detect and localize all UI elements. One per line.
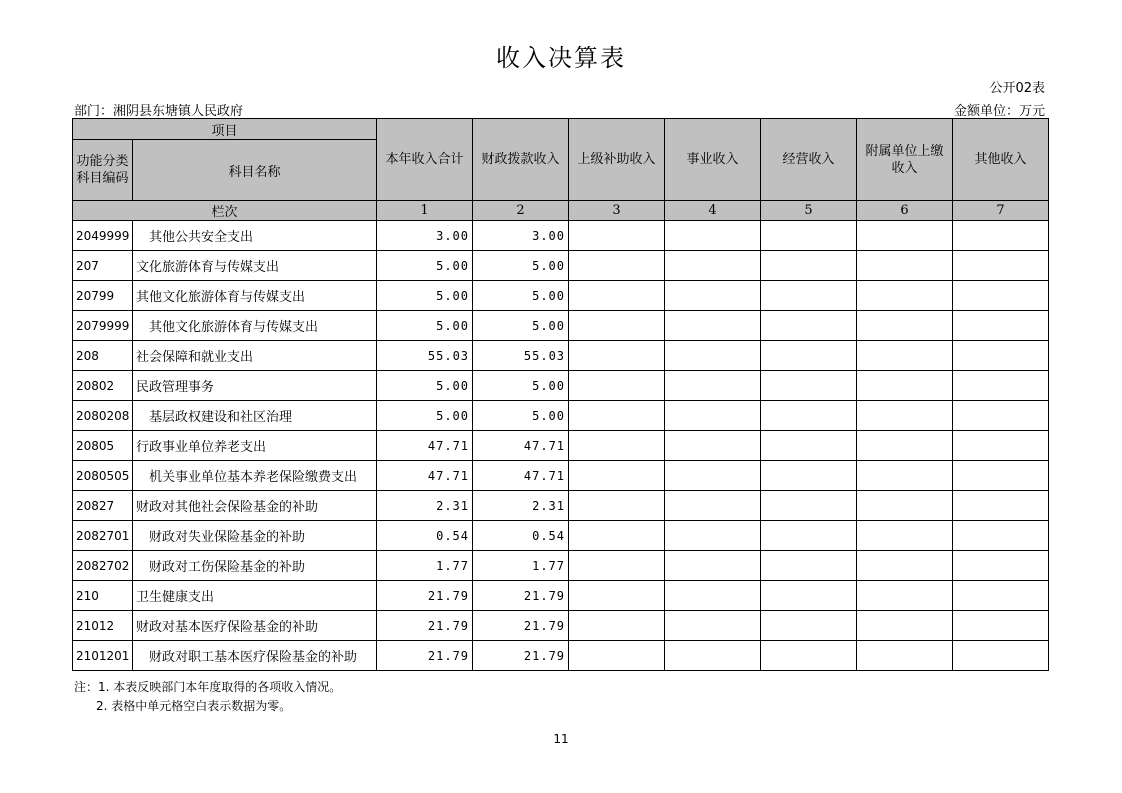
affiliated-cell: [857, 311, 953, 341]
code-cell: 2080208: [73, 401, 133, 431]
subject-name-cell: 卫生健康支出: [133, 581, 377, 611]
subject-name-cell: 其他文化旅游体育与传媒支出: [133, 311, 377, 341]
code-cell: 20799: [73, 281, 133, 311]
business-cell: [665, 521, 761, 551]
other-cell: [953, 581, 1049, 611]
business-cell: [665, 371, 761, 401]
fiscal-cell: 55.03: [473, 341, 569, 371]
code-cell: 2101201: [73, 641, 133, 671]
notes: [74, 678, 341, 716]
other-cell: [953, 251, 1049, 281]
operating-cell: [761, 281, 857, 311]
business-cell: [665, 461, 761, 491]
fiscal-cell: 47.71: [473, 461, 569, 491]
col-number: 5: [761, 201, 857, 221]
other-cell: [953, 641, 1049, 671]
fiscal-cell: 5.00: [473, 371, 569, 401]
subject-name-cell: 财政对失业保险基金的补助: [133, 521, 377, 551]
operating-cell: [761, 461, 857, 491]
fiscal-cell: 5.00: [473, 311, 569, 341]
affiliated-cell: [857, 641, 953, 671]
operating-cell: [761, 521, 857, 551]
table-row: [73, 641, 1049, 671]
business-cell: [665, 311, 761, 341]
table-row: [73, 311, 1049, 341]
code-cell: 2080505: [73, 461, 133, 491]
form-number: 公开02表: [989, 81, 1045, 96]
fiscal-cell: 21.79: [473, 581, 569, 611]
fiscal-cell: 21.79: [473, 611, 569, 641]
operating-cell: [761, 581, 857, 611]
affiliated-cell: [857, 431, 953, 461]
code-cell: 20805: [73, 431, 133, 461]
subject-name-cell: 基层政权建设和社区治理: [133, 401, 377, 431]
col-number: 4: [665, 201, 761, 221]
page-number: 11: [553, 732, 569, 746]
col-header-fiscal: 财政拨款收入: [473, 119, 569, 201]
table-row: [73, 611, 1049, 641]
col-number: 7: [953, 201, 1049, 221]
subject-name-cell: 文化旅游体育与传媒支出: [133, 251, 377, 281]
col-header-name: 科目名称: [133, 140, 377, 201]
total-cell: 5.00: [377, 371, 473, 401]
operating-cell: [761, 551, 857, 581]
affiliated-cell: [857, 401, 953, 431]
total-cell: 5.00: [377, 311, 473, 341]
total-cell: 5.00: [377, 281, 473, 311]
total-cell: 47.71: [377, 431, 473, 461]
income-table: [72, 118, 1049, 671]
affiliated-cell: [857, 611, 953, 641]
code-cell: 210: [73, 581, 133, 611]
subject-name-cell: 其他公共安全支出: [133, 221, 377, 251]
other-cell: [953, 311, 1049, 341]
note-line: 注：1. 本表反映部门本年度取得的各项收入情况。: [74, 680, 342, 694]
business-cell: [665, 281, 761, 311]
operating-cell: [761, 431, 857, 461]
affiliated-cell: [857, 521, 953, 551]
superior-subsidy-cell: [569, 521, 665, 551]
fiscal-cell: 0.54: [473, 521, 569, 551]
table-row: [73, 371, 1049, 401]
other-cell: [953, 281, 1049, 311]
business-cell: [665, 581, 761, 611]
total-cell: 21.79: [377, 581, 473, 611]
code-cell: 2082702: [73, 551, 133, 581]
superior-subsidy-cell: [569, 311, 665, 341]
lanci-label: 栏次: [73, 201, 377, 221]
business-cell: [665, 491, 761, 521]
total-cell: 3.00: [377, 221, 473, 251]
business-cell: [665, 551, 761, 581]
total-cell: 47.71: [377, 461, 473, 491]
business-cell: [665, 401, 761, 431]
subject-name-cell: 其他文化旅游体育与传媒支出: [133, 281, 377, 311]
col-header-code: 功能分类科目编码: [73, 140, 133, 201]
total-cell: 55.03: [377, 341, 473, 371]
total-cell: 21.79: [377, 641, 473, 671]
col-header-business: 事业收入: [665, 119, 761, 201]
other-cell: [953, 551, 1049, 581]
fiscal-cell: 3.00: [473, 221, 569, 251]
operating-cell: [761, 221, 857, 251]
superior-subsidy-cell: [569, 551, 665, 581]
superior-subsidy-cell: [569, 491, 665, 521]
affiliated-cell: [857, 581, 953, 611]
col-number: 3: [569, 201, 665, 221]
total-cell: 5.00: [377, 401, 473, 431]
other-cell: [953, 461, 1049, 491]
affiliated-cell: [857, 551, 953, 581]
subject-name-cell: 财政对职工基本医疗保险基金的补助: [133, 641, 377, 671]
other-cell: [953, 491, 1049, 521]
code-cell: 20802: [73, 371, 133, 401]
operating-cell: [761, 251, 857, 281]
fiscal-cell: 21.79: [473, 641, 569, 671]
col-header-superior-subsidy: 上级补助收入: [569, 119, 665, 201]
total-cell: 21.79: [377, 611, 473, 641]
col-header-operating: 经营收入: [761, 119, 857, 201]
business-cell: [665, 641, 761, 671]
table-row: [73, 551, 1049, 581]
subject-name-cell: 民政管理事务: [133, 371, 377, 401]
operating-cell: [761, 401, 857, 431]
superior-subsidy-cell: [569, 371, 665, 401]
other-cell: [953, 341, 1049, 371]
table-row: [73, 581, 1049, 611]
fiscal-cell: 5.00: [473, 251, 569, 281]
operating-cell: [761, 491, 857, 521]
affiliated-cell: [857, 341, 953, 371]
code-cell: 2049999: [73, 221, 133, 251]
operating-cell: [761, 641, 857, 671]
code-cell: 207: [73, 251, 133, 281]
total-cell: 5.00: [377, 251, 473, 281]
col-number: 2: [473, 201, 569, 221]
superior-subsidy-cell: [569, 341, 665, 371]
other-cell: [953, 371, 1049, 401]
total-cell: 2.31: [377, 491, 473, 521]
other-cell: [953, 401, 1049, 431]
unit-label: 金额单位：万元: [953, 104, 1045, 119]
code-cell: 208: [73, 341, 133, 371]
fiscal-cell: 1.77: [473, 551, 569, 581]
col-header-affiliated: 附属单位上缴收入: [857, 119, 953, 201]
business-cell: [665, 221, 761, 251]
other-cell: [953, 431, 1049, 461]
affiliated-cell: [857, 221, 953, 251]
affiliated-cell: [857, 491, 953, 521]
table-row: [73, 281, 1049, 311]
operating-cell: [761, 371, 857, 401]
fiscal-cell: 47.71: [473, 431, 569, 461]
table-row: [73, 491, 1049, 521]
superior-subsidy-cell: [569, 611, 665, 641]
affiliated-cell: [857, 461, 953, 491]
superior-subsidy-cell: [569, 431, 665, 461]
col-number: 1: [377, 201, 473, 221]
subject-name-cell: 行政事业单位养老支出: [133, 431, 377, 461]
business-cell: [665, 431, 761, 461]
superior-subsidy-cell: [569, 581, 665, 611]
business-cell: [665, 341, 761, 371]
operating-cell: [761, 311, 857, 341]
business-cell: [665, 611, 761, 641]
fiscal-cell: 5.00: [473, 401, 569, 431]
subject-name-cell: 财政对工伤保险基金的补助: [133, 551, 377, 581]
col-number: 6: [857, 201, 953, 221]
operating-cell: [761, 611, 857, 641]
affiliated-cell: [857, 251, 953, 281]
total-cell: 1.77: [377, 551, 473, 581]
other-cell: [953, 221, 1049, 251]
superior-subsidy-cell: [569, 281, 665, 311]
total-cell: 0.54: [377, 521, 473, 551]
superior-subsidy-cell: [569, 641, 665, 671]
table-row: [73, 221, 1049, 251]
table-row: [73, 401, 1049, 431]
header-item: 项目: [73, 119, 377, 140]
table-row: [73, 431, 1049, 461]
code-cell: 20827: [73, 491, 133, 521]
fiscal-cell: 2.31: [473, 491, 569, 521]
affiliated-cell: [857, 371, 953, 401]
subject-name-cell: 社会保障和就业支出: [133, 341, 377, 371]
subject-name-cell: 财政对基本医疗保险基金的补助: [133, 611, 377, 641]
page-title: 收入决算表: [496, 44, 626, 72]
superior-subsidy-cell: [569, 461, 665, 491]
other-cell: [953, 611, 1049, 641]
code-cell: 2082701: [73, 521, 133, 551]
superior-subsidy-cell: [569, 401, 665, 431]
operating-cell: [761, 341, 857, 371]
table-row: [73, 461, 1049, 491]
fiscal-cell: 5.00: [473, 281, 569, 311]
table-row: [73, 521, 1049, 551]
code-cell: 21012: [73, 611, 133, 641]
other-cell: [953, 521, 1049, 551]
table-row: [73, 251, 1049, 281]
affiliated-cell: [857, 281, 953, 311]
department-label: 部门：湘阴县东塘镇人民政府: [74, 104, 244, 119]
superior-subsidy-cell: [569, 251, 665, 281]
note-line: 2. 表格中单元格空白表示数据为零。: [96, 699, 292, 713]
code-cell: 2079999: [73, 311, 133, 341]
superior-subsidy-cell: [569, 221, 665, 251]
col-header-total: 本年收入合计: [377, 119, 473, 201]
subject-name-cell: 机关事业单位基本养老保险缴费支出: [133, 461, 377, 491]
table-row: [73, 341, 1049, 371]
subject-name-cell: 财政对其他社会保险基金的补助: [133, 491, 377, 521]
col-header-other: 其他收入: [953, 119, 1049, 201]
business-cell: [665, 251, 761, 281]
